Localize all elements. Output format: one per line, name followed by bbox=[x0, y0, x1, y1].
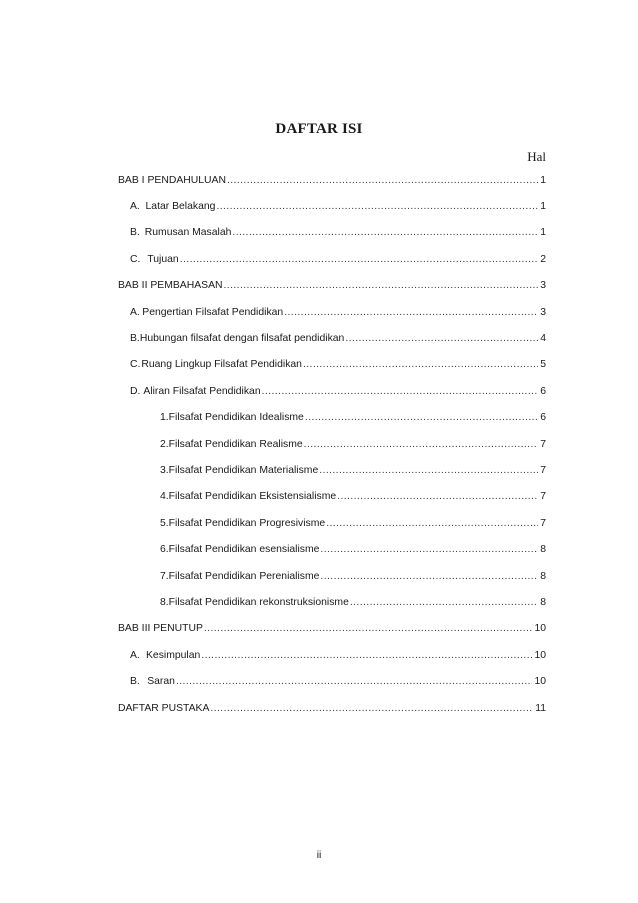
dot-leader bbox=[337, 490, 538, 503]
dot-leader bbox=[227, 174, 538, 187]
dot-leader bbox=[326, 517, 538, 530]
toc-entry-number: B. bbox=[130, 227, 140, 239]
toc-entry-page: 7 bbox=[540, 491, 546, 503]
toc-entry bbox=[118, 484, 546, 510]
toc-entry-page: 4 bbox=[540, 333, 546, 345]
toc-entry-number: D. bbox=[130, 385, 141, 397]
toc-entry-page: 7 bbox=[540, 464, 546, 476]
toc-entry-number: 3. bbox=[160, 464, 169, 476]
toc-entry-label: Hubungan filsafat dengan filsafat pendidikan bbox=[139, 333, 345, 345]
toc-entry bbox=[118, 246, 546, 272]
toc-entry-number: A. bbox=[130, 201, 140, 213]
toc-entry-page: 10 bbox=[534, 676, 546, 688]
toc-entry-page: 3 bbox=[540, 280, 546, 292]
toc-entry-label: DAFTAR PUSTAKA bbox=[118, 702, 210, 714]
dot-leader bbox=[345, 332, 538, 345]
toc-entry-number: 7. bbox=[160, 570, 169, 582]
toc-entry-number: A. bbox=[130, 649, 140, 661]
toc-entry bbox=[118, 325, 546, 351]
toc-entry-number: C. bbox=[130, 359, 141, 371]
toc-entry-page: 7 bbox=[540, 438, 546, 450]
toc-entry-label: Saran bbox=[147, 676, 175, 688]
toc-entry bbox=[118, 378, 546, 404]
toc-entry-page: 1 bbox=[540, 227, 546, 239]
dot-leader bbox=[180, 253, 538, 266]
dot-leader bbox=[204, 622, 533, 635]
dot-leader bbox=[319, 464, 538, 477]
toc-entry-number: 4. bbox=[160, 491, 169, 503]
toc-entry bbox=[118, 563, 546, 589]
toc-entry-number: 8. bbox=[160, 596, 169, 608]
toc-entry-label: Filsafat Pendidikan Realisme bbox=[168, 438, 303, 450]
table-of-contents bbox=[118, 167, 546, 721]
toc-entry-label: Kesimpulan bbox=[146, 649, 201, 661]
page-title: DAFTAR ISI bbox=[275, 121, 363, 137]
toc-entry-number: 2. bbox=[160, 438, 169, 450]
toc-entry-label: BAB I PENDAHULUAN bbox=[118, 174, 226, 186]
toc-entry-number: 1. bbox=[160, 412, 169, 424]
toc-entry-label: BAB III PENUTUP bbox=[118, 623, 203, 635]
toc-entry-page: 8 bbox=[540, 544, 546, 556]
toc-entry-page: 10 bbox=[534, 623, 546, 635]
toc-entry-label: Ruang Lingkup Filsafat Pendidikan bbox=[141, 359, 302, 371]
toc-entry bbox=[118, 220, 546, 246]
toc-entry bbox=[118, 167, 546, 193]
toc-entry-page: 6 bbox=[540, 385, 546, 397]
toc-entry-page: 1 bbox=[540, 174, 546, 186]
toc-entry-number: 6. bbox=[160, 544, 169, 556]
toc-entry-number: B. bbox=[130, 676, 140, 688]
toc-entry-page: 5 bbox=[540, 359, 546, 371]
toc-entry bbox=[118, 536, 546, 562]
toc-entry bbox=[118, 510, 546, 536]
toc-entry-label: Filsafat Pendidikan Materialisme bbox=[168, 464, 319, 476]
toc-entry-page: 7 bbox=[540, 517, 546, 529]
dot-leader bbox=[176, 675, 532, 688]
toc-entry bbox=[118, 589, 546, 615]
toc-entry-page: 8 bbox=[540, 596, 546, 608]
dot-leader bbox=[305, 411, 538, 424]
toc-entry-number: B. bbox=[130, 333, 140, 345]
toc-entry-label: Filsafat Pendidikan Perenialisme bbox=[168, 570, 320, 582]
dot-leader bbox=[284, 306, 538, 319]
dot-leader bbox=[320, 543, 538, 556]
toc-entry bbox=[118, 273, 546, 299]
toc-entry bbox=[118, 405, 546, 431]
toc-entry-label: Filsafat Pendidikan rekonstruksionisme bbox=[168, 596, 349, 608]
toc-entry-number: 5. bbox=[160, 517, 169, 529]
dot-leader bbox=[304, 438, 538, 451]
toc-entry-label: Filsafat Pendidikan esensialisme bbox=[168, 544, 320, 556]
toc-entry-label: Aliran Filsafat Pendidikan bbox=[143, 385, 261, 397]
toc-entry-page: 11 bbox=[535, 702, 546, 714]
footer-page-number: ii bbox=[316, 850, 322, 861]
toc-entry-page: 6 bbox=[540, 412, 546, 424]
toc-entry-label: Pengertian Filsafat Pendidikan bbox=[142, 306, 284, 318]
toc-entry bbox=[118, 616, 546, 642]
dot-leader bbox=[201, 649, 532, 662]
toc-entry-label: Latar Belakang bbox=[145, 201, 216, 213]
toc-entry-page: 8 bbox=[540, 570, 546, 582]
toc-entry-number: A. bbox=[130, 306, 140, 318]
toc-entry-page: 2 bbox=[540, 253, 546, 265]
dot-leader bbox=[232, 226, 538, 239]
dot-leader bbox=[350, 596, 538, 609]
dot-leader bbox=[216, 200, 538, 213]
toc-entry bbox=[118, 193, 546, 219]
dot-leader bbox=[320, 570, 538, 583]
toc-entry-label: Filsafat Pendidikan Idealisme bbox=[168, 412, 304, 424]
page-column-header: Hal bbox=[527, 149, 546, 164]
toc-entry-label: Rumusan Masalah bbox=[144, 227, 232, 239]
toc-entry-label: Filsafat Pendidikan Eksistensialisme bbox=[168, 491, 337, 503]
toc-entry-label: Filsafat Pendidikan Progresivisme bbox=[168, 517, 326, 529]
toc-entry bbox=[118, 668, 546, 694]
dot-leader bbox=[224, 279, 538, 292]
toc-entry bbox=[118, 299, 546, 325]
toc-entry-page: 10 bbox=[534, 649, 546, 661]
toc-entry bbox=[118, 457, 546, 483]
toc-entry bbox=[118, 352, 546, 378]
toc-entry bbox=[118, 695, 546, 721]
toc-entry bbox=[118, 431, 546, 457]
toc-entry bbox=[118, 642, 546, 668]
dot-leader bbox=[262, 385, 538, 398]
dot-leader bbox=[210, 702, 533, 715]
toc-entry-page: 3 bbox=[540, 306, 546, 318]
toc-entry-number: C. bbox=[130, 253, 141, 265]
toc-entry-label: BAB II PEMBAHASAN bbox=[118, 280, 223, 292]
toc-entry-label: Tujuan bbox=[147, 253, 179, 265]
dot-leader bbox=[303, 358, 538, 371]
toc-entry-page: 1 bbox=[540, 201, 546, 213]
